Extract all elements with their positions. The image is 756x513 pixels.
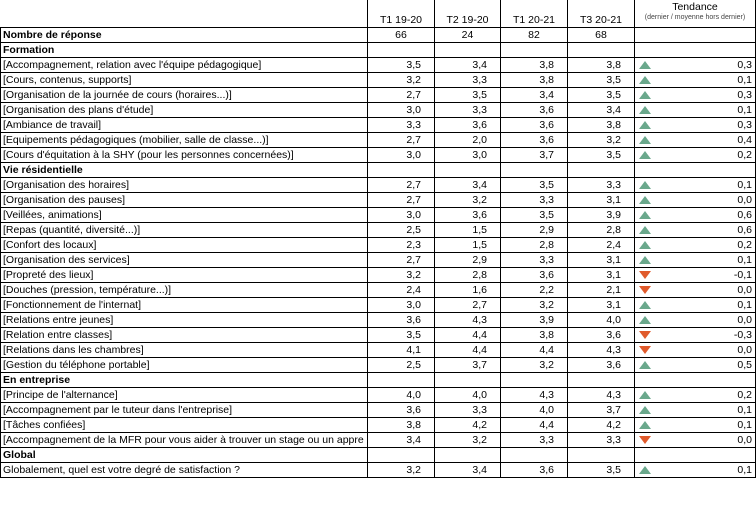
score-cell: 2,8 [501,238,568,253]
score-cell: 3,5 [568,73,635,88]
row-label: [Cours d'équitation à la SHY (pour les personnes concernées)] [1,148,368,163]
score-cell: 1,5 [435,238,501,253]
trend-up-icon [639,226,651,234]
section-empty-cell [635,43,756,58]
score-cell: 3,8 [568,118,635,133]
trend-up-icon [639,241,651,249]
section-title: Formation [1,43,368,58]
trend-cell [635,133,756,148]
score-cell: 3,0 [435,148,501,163]
trend-cell [635,388,756,403]
score-cell: 3,6 [435,208,501,223]
score-cell: 3,2 [501,298,568,313]
section-empty-cell [435,43,501,58]
table-row [1,238,756,253]
row-label: [Principe de l'alternance] [1,388,368,403]
table-row [1,103,756,118]
trend-cell [635,148,756,163]
score-cell: 2,2 [501,283,568,298]
score-cell: 2,9 [435,253,501,268]
score-cell: 3,5 [501,208,568,223]
trend-up-icon [639,421,651,429]
trend-down-icon [639,271,651,279]
score-cell: 2,7 [368,253,435,268]
score-cell: 3,5 [435,88,501,103]
trend-delta: 0,5 [737,359,752,371]
score-cell: 2,5 [368,223,435,238]
score-cell: 4,3 [435,313,501,328]
score-cell: 2,4 [568,238,635,253]
score-cell: 3,6 [368,403,435,418]
table-row [1,118,756,133]
trend-cell [635,268,756,283]
section-empty-cell [368,448,435,463]
row-label: [Relation entre classes] [1,328,368,343]
score-cell: 3,7 [568,403,635,418]
score-cell: 3,6 [501,103,568,118]
trend-up-icon [639,151,651,159]
score-cell: 3,3 [435,103,501,118]
responses-label: Nombre de réponse [1,28,368,43]
score-cell: 3,6 [568,358,635,373]
trend-up-icon [639,136,651,144]
trend-up-icon [639,181,651,189]
score-cell: 3,3 [501,433,568,448]
score-cell: 3,4 [435,58,501,73]
table-row [1,403,756,418]
score-cell: 3,2 [501,358,568,373]
trend-down-icon [639,346,651,354]
trend-delta: 0,6 [737,224,752,236]
trend-cell [635,178,756,193]
score-cell: 3,5 [368,328,435,343]
score-cell: 3,4 [501,88,568,103]
trend-up-icon [639,256,651,264]
score-cell: 3,6 [368,313,435,328]
score-cell: 4,3 [568,343,635,358]
trend-up-icon [639,391,651,399]
score-cell: 1,6 [435,283,501,298]
trend-cell [635,313,756,328]
score-cell: 3,7 [501,148,568,163]
row-label: [Cours, contenus, supports] [1,73,368,88]
row-label: [Organisation des plans d'étude] [1,103,368,118]
section-empty-cell [435,373,501,388]
score-cell: 3,4 [568,103,635,118]
row-label: [Gestion du téléphone portable] [1,358,368,373]
score-cell: 3,7 [435,358,501,373]
score-cell: 3,5 [568,88,635,103]
table-row [1,433,756,448]
trend-cell [635,283,756,298]
score-cell: 1,5 [435,223,501,238]
score-cell: 3,3 [435,403,501,418]
trend-delta: 0,1 [737,299,752,311]
score-cell: 2,9 [501,223,568,238]
table-row [1,178,756,193]
column-header: T2 19-20 [435,0,501,28]
score-cell: 3,2 [435,193,501,208]
score-cell: 3,4 [435,178,501,193]
responses-row [1,28,756,43]
score-cell: 3,8 [368,418,435,433]
table-row [1,388,756,403]
section-empty-cell [501,448,568,463]
score-cell: 4,4 [501,343,568,358]
trend-cell [635,403,756,418]
trend-up-icon [639,196,651,204]
score-cell: 2,7 [368,133,435,148]
row-label: [Accompagnement par le tuteur dans l'entreprise] [1,403,368,418]
trend-up-icon [639,76,651,84]
row-label: [Tâches confiées] [1,418,368,433]
score-cell: 3,6 [501,268,568,283]
trend-delta: 0,1 [737,419,752,431]
trend-cell [635,358,756,373]
row-label: [Propreté des lieux] [1,268,368,283]
trend-cell [635,433,756,448]
score-cell: 2,7 [368,178,435,193]
score-cell: 3,1 [568,298,635,313]
score-cell: 3,0 [368,148,435,163]
trend-delta: 0,2 [737,239,752,251]
score-cell: 4,0 [568,313,635,328]
trend-delta: 0,1 [737,104,752,116]
trend-up-icon [639,316,651,324]
score-cell: 3,0 [368,103,435,118]
table-row [1,133,756,148]
trend-delta: 0,6 [737,209,752,221]
table-row [1,223,756,238]
score-cell: 3,9 [501,313,568,328]
score-cell: 3,1 [568,253,635,268]
score-cell: 3,5 [568,463,635,478]
trend-up-icon [639,211,651,219]
trend-delta: -0,1 [733,269,752,281]
trend-delta: 0,0 [737,194,752,206]
section-empty-cell [435,163,501,178]
row-label: [Douches (pression, température...)] [1,283,368,298]
table-row [1,313,756,328]
score-cell: 4,3 [501,388,568,403]
section-empty-cell [501,373,568,388]
score-cell: 3,5 [368,58,435,73]
score-cell: 4,4 [435,343,501,358]
score-cell: 3,5 [568,148,635,163]
score-cell: 3,8 [501,328,568,343]
score-cell: 2,7 [368,88,435,103]
trend-title: Tendance [672,1,718,13]
trend-delta: 0,0 [737,314,752,326]
score-cell: 3,3 [568,178,635,193]
row-label: [Equipements pédagogiques (mobilier, salle de classe...)] [1,133,368,148]
trend-delta: 0,4 [737,134,752,146]
table-row [1,418,756,433]
responses-count: 24 [435,28,501,43]
score-cell: 4,0 [435,388,501,403]
trend-cell [635,103,756,118]
trend-cell [635,253,756,268]
score-cell: 3,3 [501,253,568,268]
section-empty-cell [635,448,756,463]
responses-count: 68 [568,28,635,43]
score-cell: 3,8 [501,58,568,73]
table-row [1,268,756,283]
section-empty-cell [568,163,635,178]
trend-delta: 0,3 [737,89,752,101]
row-label: [Fonctionnement de l'internat] [1,298,368,313]
trend-cell [635,238,756,253]
table-row [1,58,756,73]
section-empty-cell [368,373,435,388]
score-cell: 2,7 [368,193,435,208]
row-label: [Confort des locaux] [1,238,368,253]
score-cell: 3,3 [568,433,635,448]
trend-down-icon [639,436,651,444]
table-row [1,343,756,358]
responses-count: 82 [501,28,568,43]
score-cell: 3,8 [501,73,568,88]
score-cell: 3,5 [501,178,568,193]
section-empty-cell [368,163,435,178]
score-cell: 2,1 [568,283,635,298]
table-row [1,283,756,298]
score-cell: 4,2 [568,418,635,433]
trend-cell [635,208,756,223]
score-cell: 2,5 [368,358,435,373]
score-cell: 2,3 [368,238,435,253]
section-title: En entreprise [1,373,368,388]
score-cell: 3,4 [368,433,435,448]
table-row [1,253,756,268]
trend-delta: 0,2 [737,149,752,161]
trend-cell [635,328,756,343]
trend-cell [635,193,756,208]
row-label: [Repas (quantité, diversité...)] [1,223,368,238]
trend-delta: 0,0 [737,284,752,296]
trend-delta: 0,1 [737,254,752,266]
trend-up-icon [639,361,651,369]
trend-cell [635,58,756,73]
section-empty-cell [501,163,568,178]
row-label: [Accompagnement, relation avec l'équipe pédagogique] [1,58,368,73]
score-cell: 3,2 [435,433,501,448]
score-cell: 4,4 [435,328,501,343]
table-row [1,463,756,478]
trend-up-icon [639,406,651,414]
trend-up-icon [639,91,651,99]
row-label: [Relations entre jeunes] [1,313,368,328]
row-label: [Organisation des horaires] [1,178,368,193]
trend-delta: 0,3 [737,59,752,71]
score-cell: 3,0 [368,208,435,223]
section-empty-cell [635,373,756,388]
score-cell: 3,6 [435,118,501,133]
responses-count: 66 [368,28,435,43]
table-row [1,328,756,343]
section-empty-cell [568,448,635,463]
score-cell: 4,0 [501,403,568,418]
score-cell: 3,2 [568,133,635,148]
trend-delta: 0,1 [737,74,752,86]
section-row [1,448,756,463]
row-label: [Organisation des services] [1,253,368,268]
row-label: [Accompagnement de la MFR pour vous aider à trouver un stage ou un appre [1,433,368,448]
score-cell: 3,6 [501,118,568,133]
trend-delta: 0,1 [737,179,752,191]
score-cell: 3,6 [501,463,568,478]
trend-delta: 0,2 [737,389,752,401]
header-row [1,0,756,28]
score-cell: 3,0 [368,298,435,313]
trend-down-icon [639,331,651,339]
table-row [1,148,756,163]
score-cell: 2,4 [368,283,435,298]
score-cell: 2,8 [568,223,635,238]
score-cell: 4,1 [368,343,435,358]
trend-delta: 0,1 [737,404,752,416]
trend-cell [635,88,756,103]
table-row [1,298,756,313]
score-cell: 4,3 [568,388,635,403]
section-empty-cell [501,43,568,58]
row-label: [Organisation de la journée de cours (horaires...)] [1,88,368,103]
row-label: [Organisation des pauses] [1,193,368,208]
score-cell: 3,3 [435,73,501,88]
section-title: Global [1,448,368,463]
column-header: T1 20-21 [501,0,568,28]
trend-cell [635,418,756,433]
table-body [1,0,756,478]
table-row [1,208,756,223]
trend-delta: 0,3 [737,119,752,131]
table-row [1,88,756,103]
score-cell: 2,7 [435,298,501,313]
trend-up-icon [639,466,651,474]
score-cell: 3,9 [568,208,635,223]
section-row [1,43,756,58]
trend-delta: 0,0 [737,344,752,356]
table-row [1,73,756,88]
trend-subtitle: (dernier / moyenne hors dernier) [644,14,746,21]
section-empty-cell [635,163,756,178]
column-header: T1 19-20 [368,0,435,28]
trend-delta: -0,3 [733,329,752,341]
score-cell: 3,3 [501,193,568,208]
responses-trend-empty [635,28,756,43]
score-cell: 4,4 [501,418,568,433]
score-cell: 3,6 [501,133,568,148]
section-row [1,163,756,178]
trend-delta: 0,0 [737,434,752,446]
trend-up-icon [639,121,651,129]
score-cell: 4,2 [435,418,501,433]
trend-delta: 0,1 [737,464,752,476]
score-cell: 2,0 [435,133,501,148]
trend-cell [635,343,756,358]
score-cell: 3,1 [568,268,635,283]
score-cell: 2,8 [435,268,501,283]
section-empty-cell [568,43,635,58]
header-empty [1,0,368,28]
row-label: [Veillées, animations] [1,208,368,223]
trend-cell [635,118,756,133]
trend-cell [635,223,756,238]
trend-up-icon [639,106,651,114]
section-row [1,373,756,388]
trend-cell [635,298,756,313]
score-cell: 3,4 [435,463,501,478]
trend-down-icon [639,286,651,294]
trend-up-icon [639,61,651,69]
table-row [1,358,756,373]
row-label: [Relations dans les chambres] [1,343,368,358]
score-cell: 4,0 [368,388,435,403]
score-cell: 3,3 [368,118,435,133]
trend-cell [635,73,756,88]
column-header: T3 20-21 [568,0,635,28]
section-empty-cell [368,43,435,58]
score-cell: 3,2 [368,73,435,88]
trend-cell [635,463,756,478]
table-row [1,193,756,208]
section-title: Vie résidentielle [1,163,368,178]
row-label: Globalement, quel est votre degré de satisfaction ? [1,463,368,478]
trend-up-icon [639,301,651,309]
section-empty-cell [568,373,635,388]
row-label: [Ambiance de travail] [1,118,368,133]
section-empty-cell [435,448,501,463]
score-cell: 3,8 [568,58,635,73]
score-cell: 3,2 [368,463,435,478]
score-cell: 3,2 [368,268,435,283]
score-cell: 3,1 [568,193,635,208]
score-cell: 3,6 [568,328,635,343]
trend-header [635,0,756,28]
